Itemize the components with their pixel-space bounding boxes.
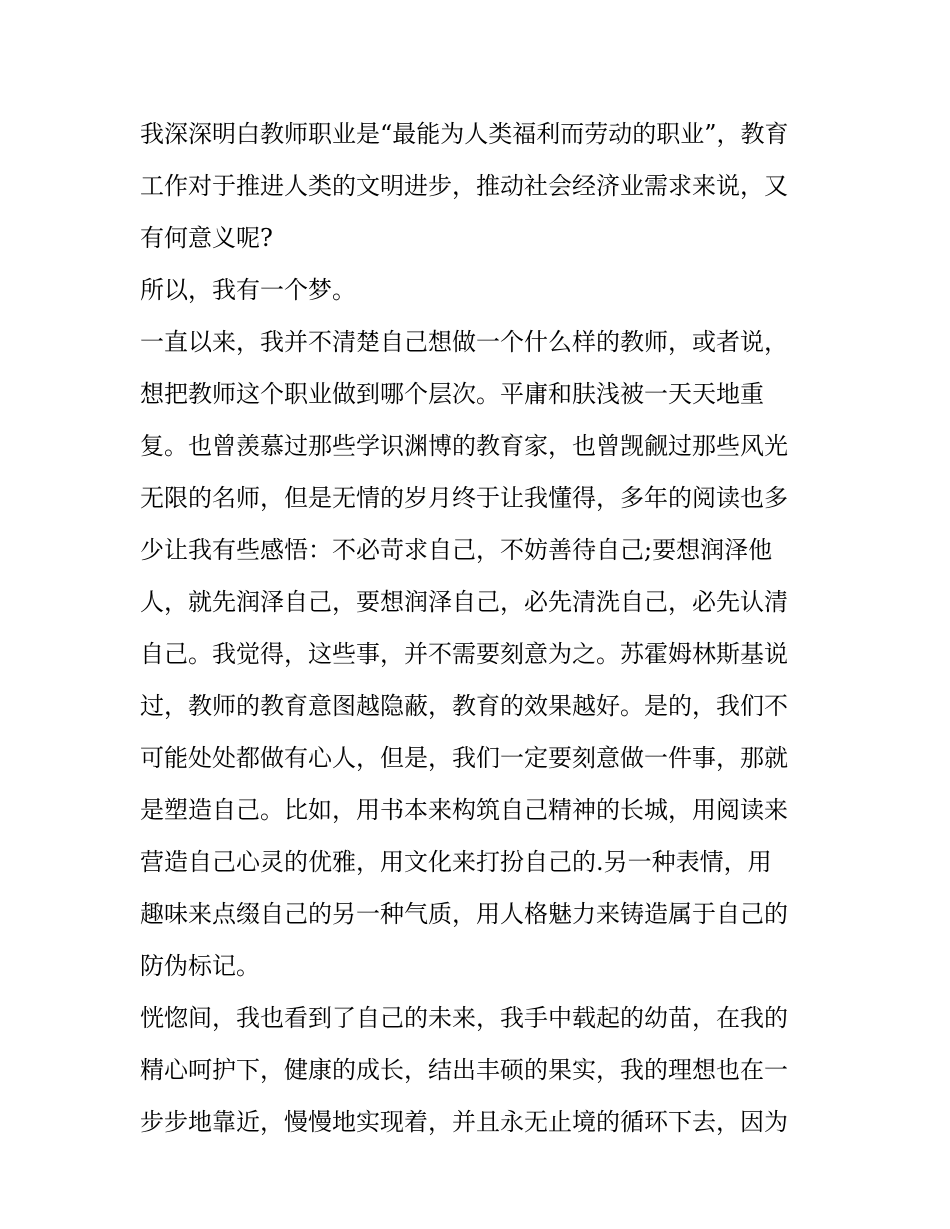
text-line: 自己。我觉得，这些事，并不需要刻意为之。苏霍姆林斯基说	[140, 640, 788, 668]
text-line: 过，教师的教育意图越隐蔽，教育的效果越好。是的，我们不	[140, 692, 788, 720]
text-line: 所以，我有一个梦。	[140, 276, 356, 304]
text-line: 可能处处都做有心人，但是，我们一定要刻意做一件事，那就	[140, 744, 788, 772]
text-line: 我深深明白教师职业是“最能为人类福利而劳动的职业”，教育	[140, 120, 789, 148]
text-line: 无限的名师，但是无情的岁月终于让我懂得，多年的阅读也多	[140, 484, 788, 512]
text-line: 步步地靠近，慢慢地实现着，并且永无止境的循环下去，因为	[140, 1108, 788, 1136]
text-line: 想把教师这个职业做到哪个层次。平庸和肤浅被一天天地重	[140, 380, 764, 408]
text-line: 复。也曾羡慕过那些学识渊博的教育家，也曾觊觎过那些风光	[140, 432, 788, 460]
text-line: 工作对于推进人类的文明进步，推动社会经济业需求来说，又	[140, 172, 788, 200]
body-text	[140, 108, 830, 1148]
text-line: 精心呵护下，健康的成长，结出丰硕的果实，我的理想也在一	[140, 1056, 788, 1084]
text-line: 防伪标记。	[140, 952, 260, 980]
text-line: 恍惚间，我也看到了自己的未来，我手中载起的幼苗，在我的	[140, 1004, 788, 1032]
text-line: 有何意义呢?	[140, 224, 273, 252]
text-line: 一直以来，我并不清楚自己想做一个什么样的教师，或者说，	[140, 328, 788, 356]
text-line: 是塑造自己。比如，用书本来构筑自己精神的长城，用阅读来	[140, 796, 788, 824]
text-line: 趣味来点缀自己的另一种气质，用人格魅力来铸造属于自己的	[140, 900, 788, 928]
text-line: 少让我有些感悟：不必苛求自己，不妨善待自己;要想润泽他	[140, 536, 773, 564]
text-line: 营造自己心灵的优雅，用文化来打扮自己的.另一种表情，用	[140, 848, 772, 876]
text-line: 人，就先润泽自己，要想润泽自己，必先清洗自己，必先认清	[140, 588, 788, 616]
